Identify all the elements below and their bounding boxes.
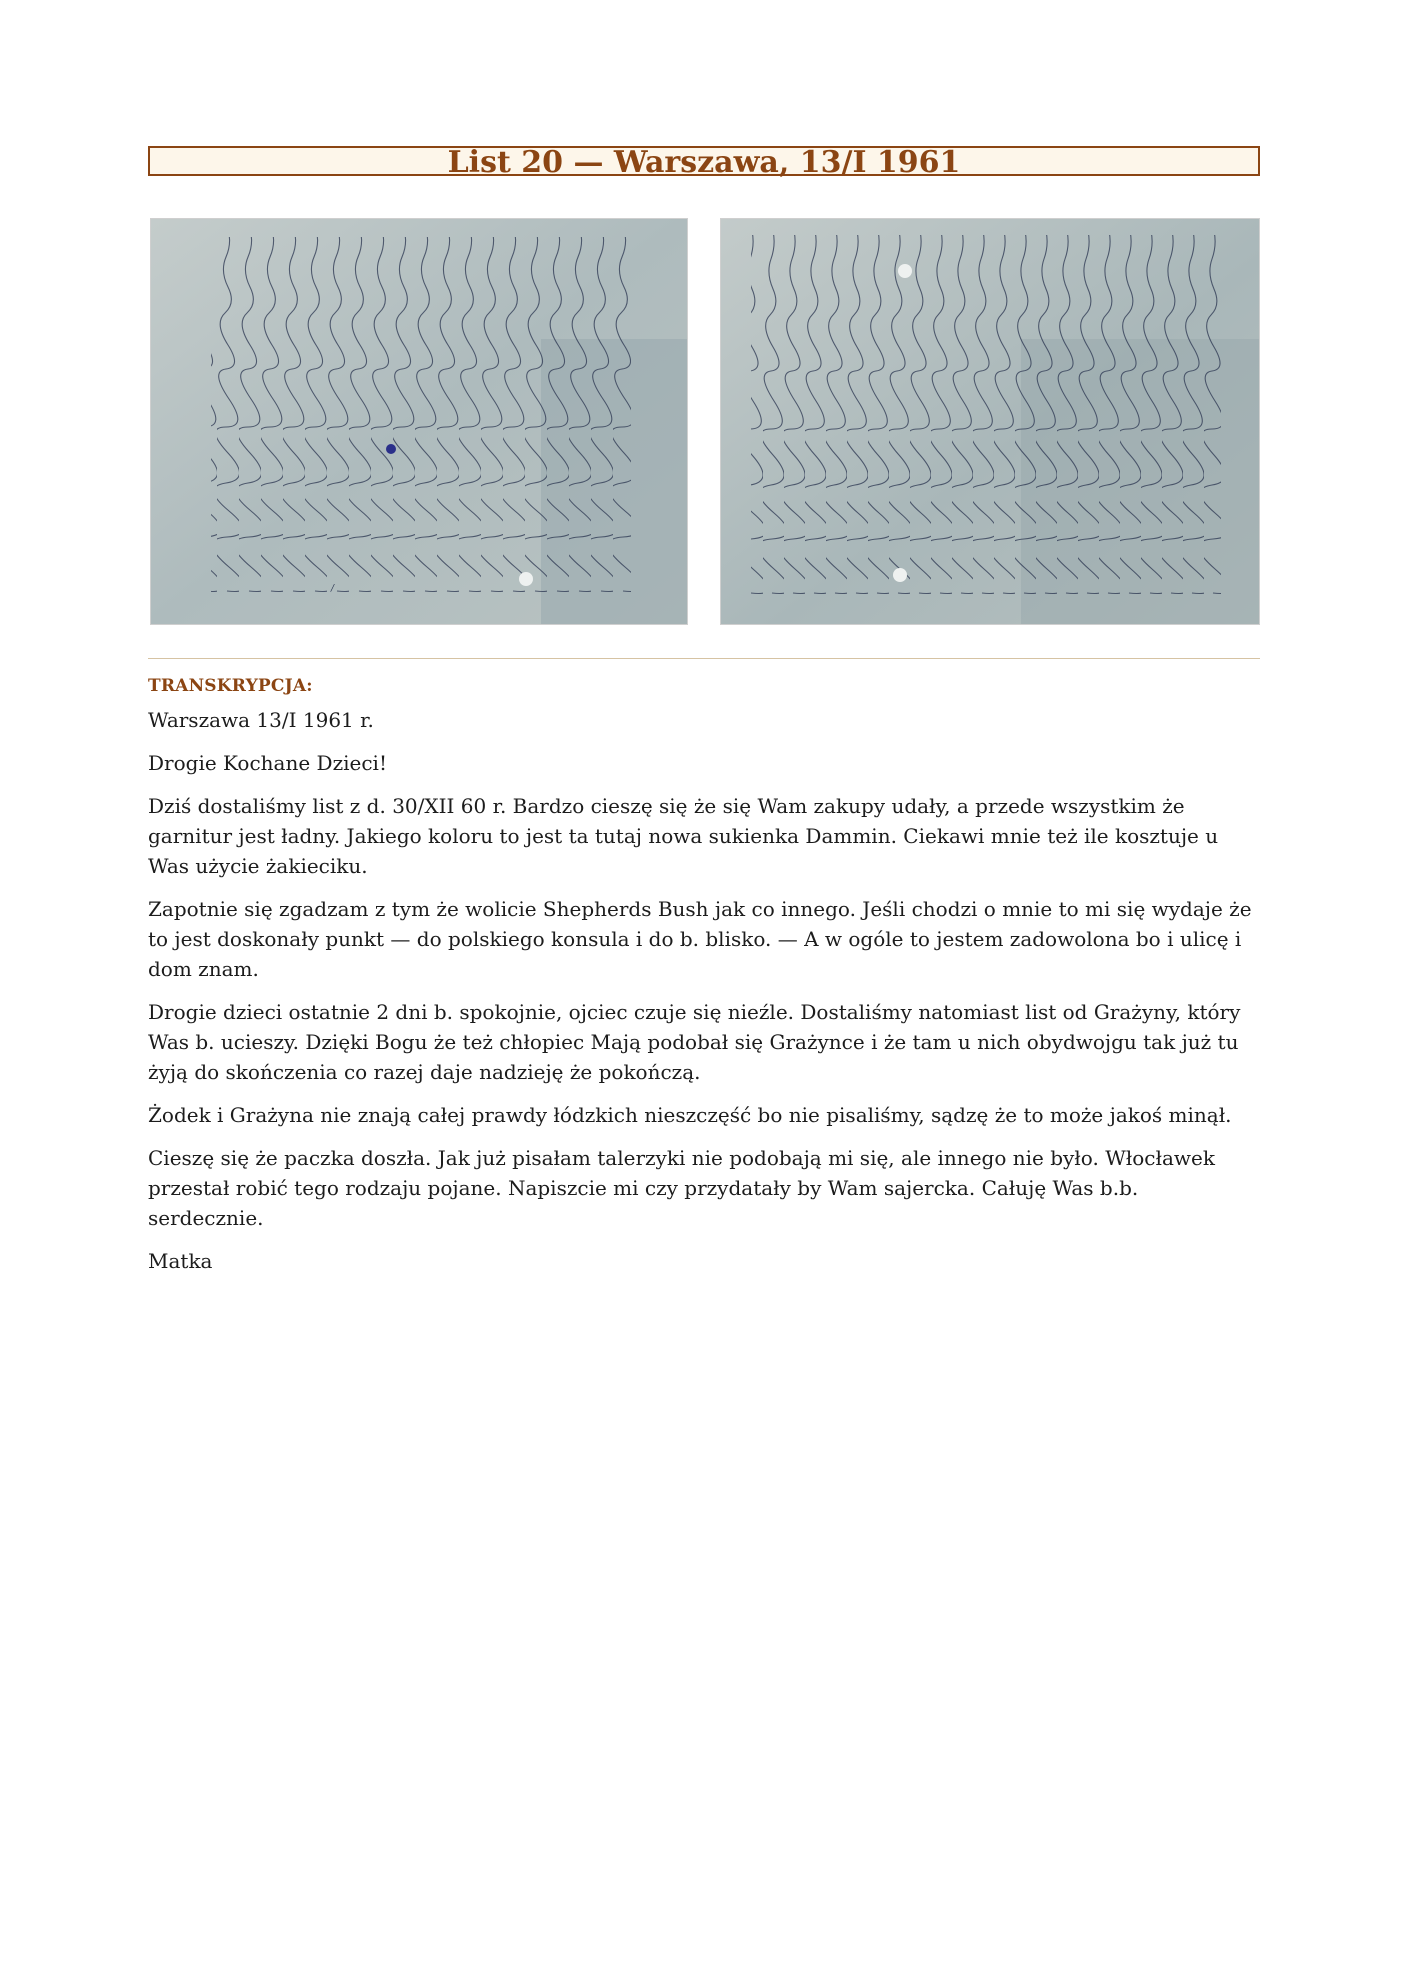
letter-page-1-image: [151, 219, 687, 624]
transcription-paragraph: Cieszę się że paczka doszła. Jak już pisałam talerzyki nie podobają mi się, ale innego nie było. Włocławek przestał robić tego rodzaju pojane. Napiszcie mi czy przydatały by Wam sajercka. Całuję Was b.b. serdecznie.: [148, 1146, 1215, 1230]
letter-page: [148, 146, 1260, 1289]
transcription-date: Warszawa 13/I 1961 r.: [148, 708, 374, 732]
letter-photos: [148, 218, 1260, 626]
letter-page-2-image: [721, 219, 1259, 624]
transcription-paragraph: Drogie dzieci ostatnie 2 dni b. spokojnie, ojciec czuje się nieźle. Dostaliśmy natomiast list od Grażyny, który Was b. ucieszy. Dzięki Bogu że też chłopiec Mają podobał się Grażynce i że tam u nich obydwojgu tak już tu żyją do skończenia co razej daje nadzieję że pokończą.: [148, 1000, 1241, 1084]
title-box: [148, 145, 1260, 180]
transcription-paragraph: Zapotnie się zgadzam z tym że wolicie Shepherds Bush jak co innego. Jeśli chodzi o mnie to mi się wydaje że to jest doskonały punkt — do polskiego konsula i do b. blisko. — A w ogóle to jestem zadowolona bo i ulicę i dom znam.: [148, 897, 1252, 981]
svg-text:/: /: [331, 584, 335, 594]
transcription-body: [148, 705, 1260, 1276]
section-divider: [148, 658, 1260, 659]
letter-page-2-photo: [720, 218, 1260, 625]
transcription-label: TRANSKRYPCJA:: [148, 676, 313, 696]
transcription-paragraph: Żodek i Grażyna nie znają całej prawdy łódzkich nieszczęść bo nie pisaliśmy, sądzę że to może jakoś minął.: [148, 1103, 1232, 1127]
transcription-signature: Matka: [148, 1249, 213, 1273]
transcription-salutation: Drogie Kochane Dzieci!: [148, 751, 387, 775]
transcription-paragraph: Dziś dostaliśmy list z d. 30/XII 60 r. Bardzo cieszę się że się Wam zakupy udały, a przede wszystkim że garnitur jest ładny. Jakiego koloru to jest ta tutaj nowa sukienka Dammin. Ciekawi mnie też ile kosztuje u Was użycie żakieciku.: [148, 794, 1219, 878]
page-title: List 20 — Warszawa, 13/I 1961: [447, 145, 961, 180]
letter-page-1-photo: [150, 218, 688, 625]
